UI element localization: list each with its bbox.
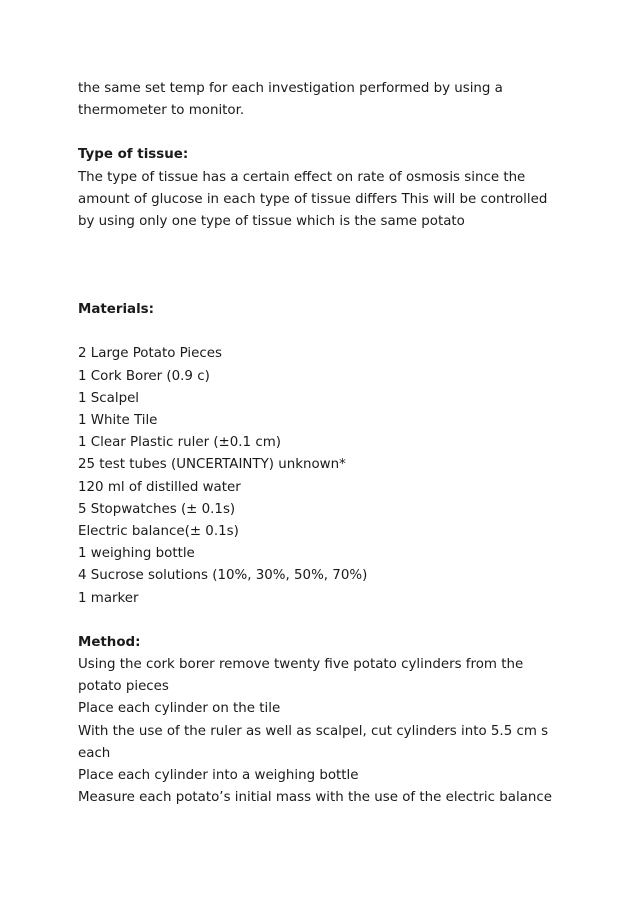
materials-item: 1 White Tile <box>78 413 158 429</box>
tissue-line: by using only one type of tissue which is the same potato <box>78 214 465 230</box>
method-line: Measure each potato’s initial mass with the use of the electric balance <box>78 790 552 806</box>
intro-section <box>78 78 558 122</box>
materials-item: 1 Scalpel <box>78 390 140 406</box>
materials-item: 1 Clear Plastic ruler (±0.1 cm) <box>78 435 281 451</box>
method-line: Place each cylinder on the tile <box>78 701 281 717</box>
materials-item: 120 ml of distilled water <box>78 479 241 495</box>
materials-item: 1 weighing bottle <box>78 546 195 562</box>
method-line: potato pieces <box>78 679 169 695</box>
materials-item: 5 Stopwatches (± 0.1s) <box>78 501 236 517</box>
materials-item: Electric balance(± 0.1s) <box>78 524 239 540</box>
method-heading: Method: <box>78 634 141 650</box>
intro-line: thermometer to monitor. <box>78 103 245 119</box>
document-page <box>78 78 558 809</box>
tissue-line: The type of tissue has a certain effect on rate of osmosis since the <box>78 169 526 185</box>
materials-section <box>78 299 558 610</box>
tissue-section <box>78 144 558 233</box>
tissue-line: amount of glucose in each type of tissue differs This will be controlled <box>78 191 548 207</box>
method-line: Place each cylinder into a weighing bottle <box>78 768 359 784</box>
method-line: With the use of the ruler as well as scalpel, cut cylinders into 5.5 cm s <box>78 723 549 739</box>
materials-item: 25 test tubes (UNCERTAINTY) unknown* <box>78 457 346 473</box>
method-line: each <box>78 745 111 761</box>
method-section <box>78 632 558 810</box>
materials-item: 1 Cork Borer (0.9 c) <box>78 368 210 384</box>
materials-heading: Materials: <box>78 302 154 318</box>
materials-item: 2 Large Potato Pieces <box>78 346 222 362</box>
method-line: Using the cork borer remove twenty five potato cylinders from the <box>78 657 524 673</box>
materials-item: 1 marker <box>78 590 139 606</box>
tissue-heading: Type of tissue: <box>78 147 189 163</box>
materials-item: 4 Sucrose solutions (10%, 30%, 50%, 70%) <box>78 568 368 584</box>
intro-line: the same set temp for each investigation performed by using a <box>78 81 503 96</box>
